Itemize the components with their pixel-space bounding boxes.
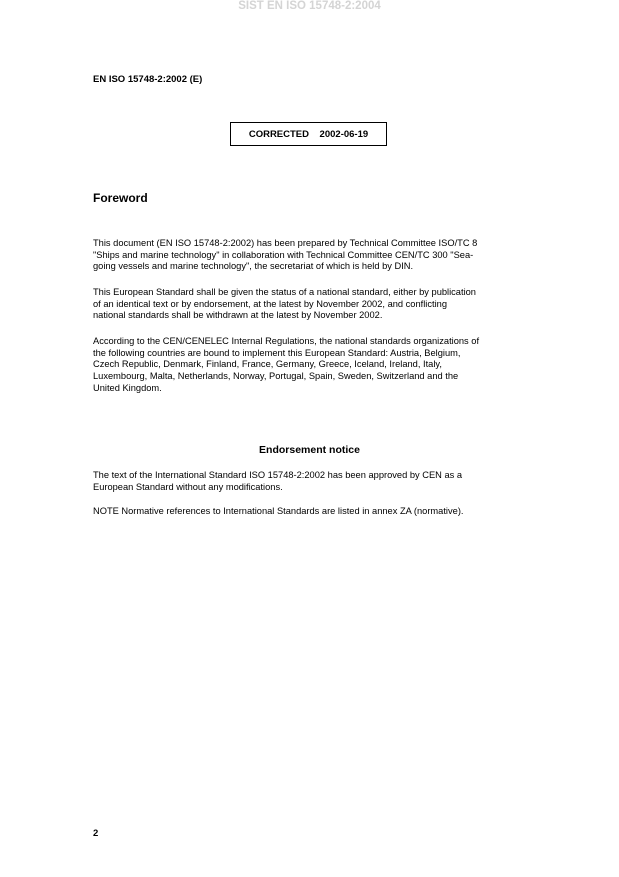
text-line: going vessels and marine technology", the secretariat of which is held by DIN.: [93, 261, 414, 272]
text-line: of an identical text or by endorsement, at the latest by November 2002, and conflicting: [93, 298, 448, 309]
text-line: European Standard without any modifications.: [93, 481, 283, 492]
foreword-paragraph-3: [93, 336, 533, 395]
text-line: The text of the International Standard ISO 15748-2:2002 has been approved by CEN as a: [93, 470, 463, 480]
document-id: EN ISO 15748-2:2002 (E): [93, 74, 203, 85]
foreword-paragraph-1: [93, 238, 533, 273]
text-line: This European Standard shall be given the status of a national standard, either by publication: [93, 287, 476, 297]
text-line: national standards shall be withdrawn at the latest by November 2002.: [93, 310, 383, 321]
corrected-box: CORRECTED 2002-06-19: [230, 122, 387, 146]
endorsement-heading: Endorsement notice: [259, 444, 360, 456]
text-line: Czech Republic, Denmark, Finland, France, Germany, Greece, Iceland, Ireland, Italy,: [93, 359, 442, 370]
endorsement-paragraph-1: [93, 470, 533, 493]
text-line: Luxembourg, Malta, Netherlands, Norway, Portugal, Spain, Sweden, Switzerland and the: [93, 371, 459, 382]
text-line: According to the CEN/CENELEC Internal Regulations, the national standards organizations of: [93, 336, 480, 346]
text-line: United Kingdom.: [93, 382, 162, 393]
foreword-heading: Foreword: [93, 191, 148, 205]
foreword-paragraph-2: [93, 287, 533, 322]
text-line: the following countries are bound to implement this European Standard: Austria, Belgium,: [93, 347, 461, 358]
text-line: "Ships and marine technology" in collaboration with Technical Committee CEN/TC 300 "Sea-: [93, 249, 474, 260]
page-number: 2: [93, 828, 99, 839]
endorsement-note: [93, 506, 533, 518]
watermark: SIST EN ISO 15748-2:2004: [238, 0, 381, 12]
text-line: This document (EN ISO 15748-2:2002) has been prepared by Technical Committee ISO/TC 8: [93, 238, 478, 248]
text-line: NOTE Normative references to International Standards are listed in annex ZA (normative).: [93, 506, 464, 516]
